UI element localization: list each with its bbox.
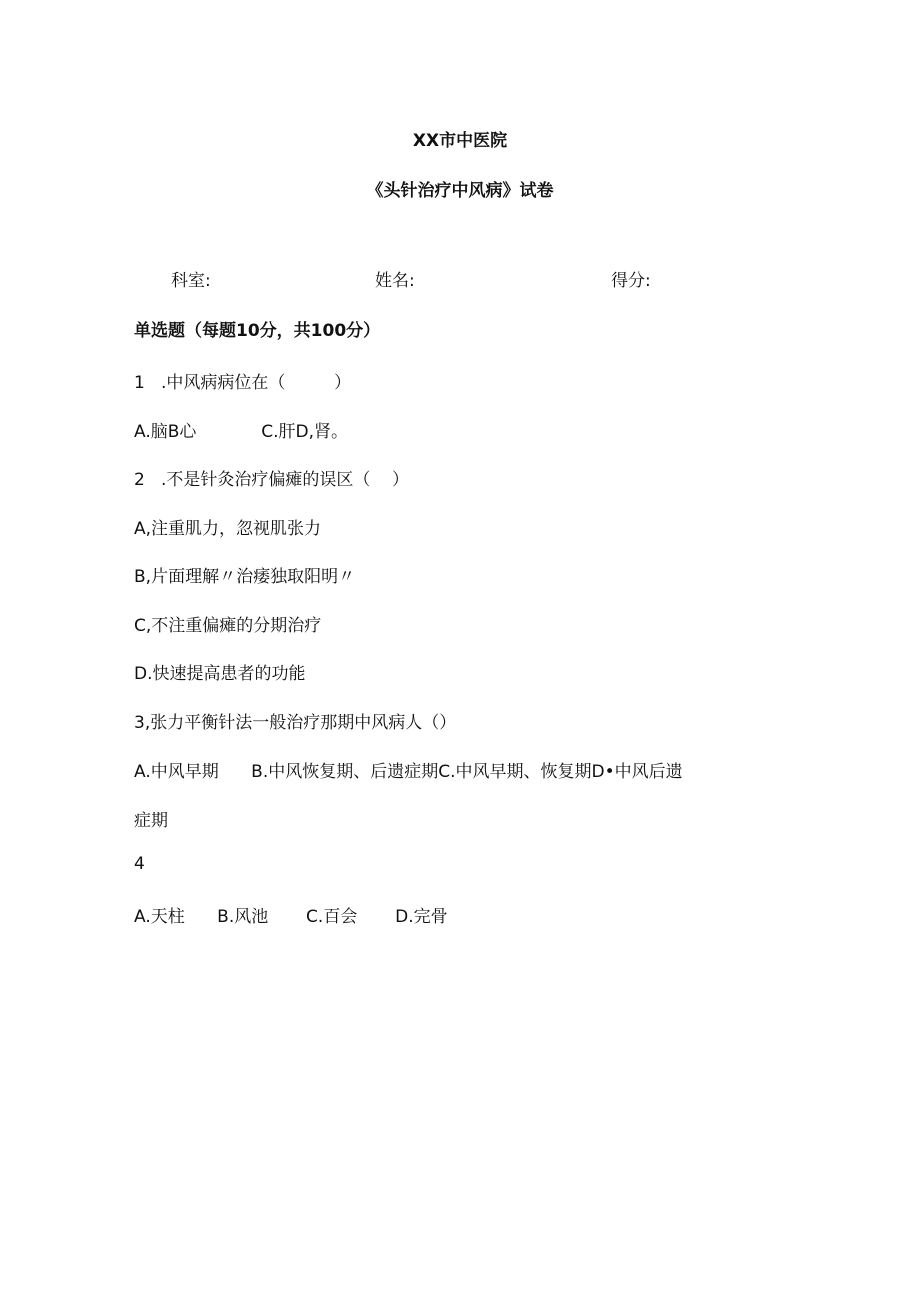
question-2-stem: 2 .不是针灸治疗偏瘫的误区（ ） <box>134 470 410 490</box>
question-3-options-continued: 症期 <box>134 811 168 831</box>
question-1-stem: 1 .中风病病位在（ ） <box>134 373 352 393</box>
question-2-option-c: C,不注重偏瘫的分期治疗 <box>134 616 322 636</box>
info-row <box>0 266 920 290</box>
question-1-options: A.脑B心 C.肝D,肾。 <box>134 422 349 442</box>
question-3-options: A.中风早期 B.中风恢复期、后遗症期C.中风早期、恢复期D•中风后遗 <box>134 762 683 782</box>
score-label: 得分: <box>611 271 651 291</box>
name-label: 姓名: <box>375 271 415 291</box>
question-2-option-d: D.快速提高患者的功能 <box>134 664 306 684</box>
section-heading: 单选题（每题10分，共100分） <box>134 321 381 341</box>
hospital-title: XX市中医院 <box>412 131 508 151</box>
question-4-stem: 4 <box>134 854 145 874</box>
question-2-option-b: B,片面理解〃治痿独取阳明〃 <box>134 567 356 587</box>
question-4-options: A.天柱 B.风池 C.百会 D.完骨 <box>134 907 448 927</box>
exam-title: 《头针治疗中风病》试卷 <box>366 181 554 201</box>
question-3-stem: 3,张力平衡针法一般治疗那期中风病人（） <box>134 713 457 733</box>
department-label: 科室: <box>171 271 211 291</box>
question-2-option-a: A,注重肌力，忽视肌张力 <box>134 519 322 539</box>
